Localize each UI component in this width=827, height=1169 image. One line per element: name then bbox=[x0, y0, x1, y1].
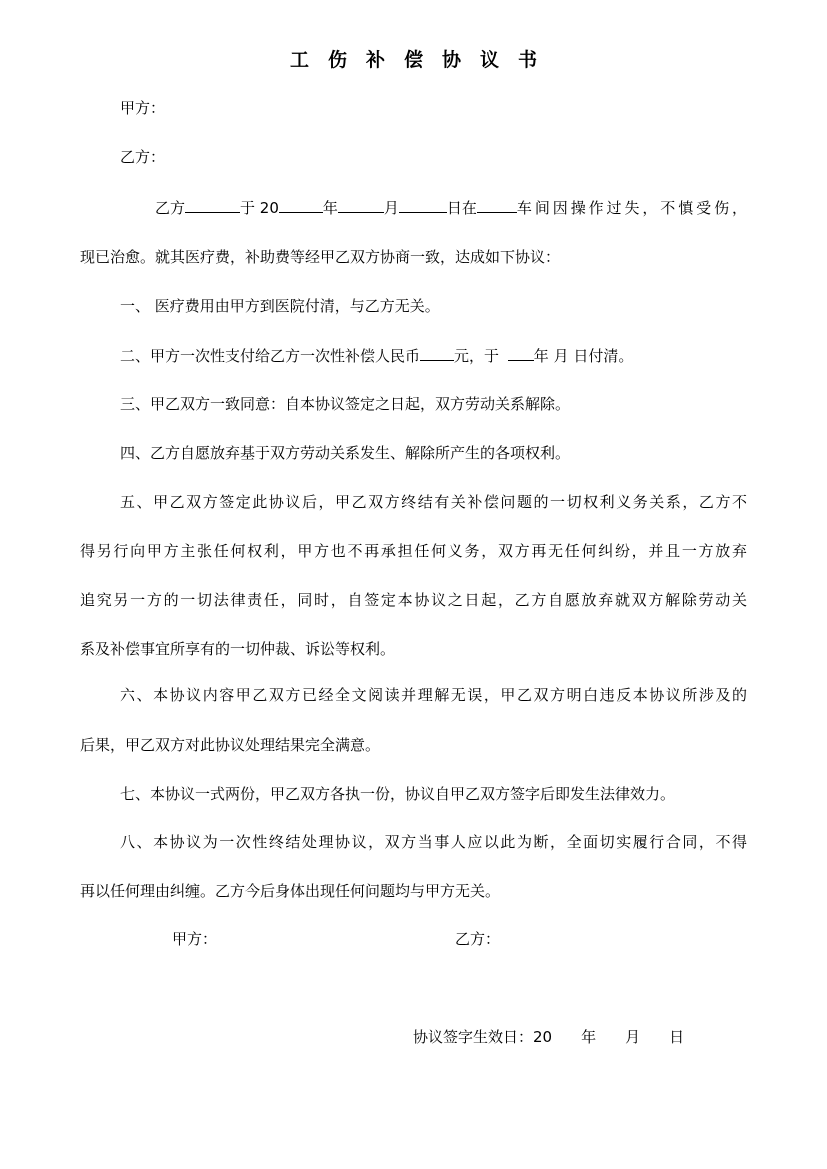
intro-line-2: 现已治愈。就其医疗费，补助费等经甲乙双方协商一致，达成如下协议： bbox=[80, 248, 561, 266]
intro-line-1 bbox=[155, 197, 747, 218]
intro-text: 车间因操作过失，不慎受伤， bbox=[516, 199, 747, 217]
clause-6-line: 后果，甲乙双方对此协议处理结果完全满意。 bbox=[80, 736, 381, 754]
signature-party-a: 甲方： bbox=[172, 930, 218, 948]
effective-date-label: 协议签字生效日：20 bbox=[413, 1028, 553, 1046]
intro-text: 日在 bbox=[446, 199, 477, 217]
signature-party-b: 乙方： bbox=[455, 930, 501, 948]
blank-month bbox=[338, 197, 384, 213]
effective-date-day: 日 bbox=[669, 1028, 685, 1046]
intro-text: 于 20 bbox=[240, 199, 279, 217]
clause-2 bbox=[120, 345, 633, 366]
blank-amount bbox=[420, 345, 454, 361]
clause-6-line: 六、本协议内容甲乙双方已经全文阅读并理解无误，甲乙双方明白违反本协议所涉及的 bbox=[120, 686, 747, 704]
document-title: 工伤补偿协议书 bbox=[289, 49, 556, 71]
effective-date-month: 月 bbox=[625, 1028, 641, 1046]
effective-date-year: 年 bbox=[581, 1028, 597, 1046]
clause-2-text: 二、甲方一次性支付给乙方一次性补偿人民币 bbox=[120, 347, 421, 365]
party-b-label: 乙方： bbox=[120, 148, 166, 166]
blank-name bbox=[185, 197, 240, 213]
blank-day bbox=[399, 197, 447, 213]
intro-text: 月 bbox=[383, 199, 399, 217]
intro-text: 年 bbox=[322, 199, 338, 217]
clause-1: 一、 医疗费用由甲方到医院付清，与乙方无关。 bbox=[120, 297, 440, 315]
clause-5-line: 得另行向甲方主张任何权利，甲方也不再承担任何义务，双方再无任何纠纷，并且一方放弃 bbox=[80, 542, 747, 560]
clause-2-text: 元，于 bbox=[454, 347, 504, 365]
clause-5-line: 五、甲乙双方签定此协议后，甲乙双方终结有关补偿问题的一切权利义务关系，乙方不 bbox=[120, 493, 747, 511]
blank-workshop bbox=[477, 197, 517, 213]
clause-2-text: 年 月 日付清。 bbox=[533, 347, 634, 365]
blank-pay-year bbox=[508, 345, 534, 361]
clause-8-line: 再以任何理由纠缠。乙方今后身体出现任何问题均与甲方无关。 bbox=[80, 882, 501, 900]
effective-date bbox=[413, 1027, 684, 1047]
blank-year bbox=[279, 197, 323, 213]
clause-8-line: 八、本协议为一次性终结处理协议，双方当事人应以此为断，全面切实履行合同，不得 bbox=[120, 833, 747, 851]
clause-4: 四、乙方自愿放弃基于双方劳动关系发生、解除所产生的各项权利。 bbox=[120, 444, 571, 462]
clause-5-line: 追究另一方的一切法律责任，同时，自签定本协议之日起，乙方自愿放弃就双方解除劳动关 bbox=[80, 591, 747, 609]
party-a-label: 甲方： bbox=[120, 99, 166, 117]
clause-7: 七、本协议一式两份，甲乙双方各执一份，协议自甲乙双方签字后即发生法律效力。 bbox=[120, 785, 676, 803]
clause-3: 三、甲乙双方一致同意：自本协议签定之日起，双方劳动关系解除。 bbox=[120, 395, 571, 413]
intro-text: 乙方 bbox=[155, 199, 186, 217]
clause-5-line: 系及补偿事宜所享有的一切仲裁、诉讼等权利。 bbox=[80, 640, 396, 658]
